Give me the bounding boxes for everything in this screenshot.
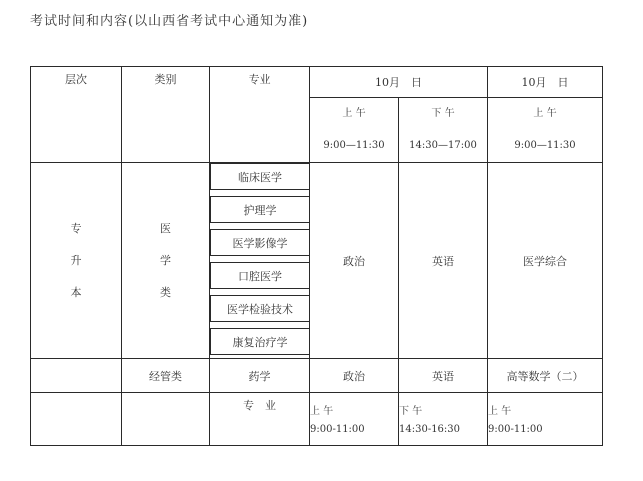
econ-subject-english: 英语 — [432, 369, 454, 383]
econ-subject-politics: 政治 — [343, 369, 365, 383]
session-time: 9:00-11:00 — [488, 424, 543, 435]
econ-category: 经管类 — [149, 369, 182, 383]
major-item: 医学检验技术 — [210, 295, 310, 322]
econ-major: 药学 — [248, 369, 271, 383]
session-period: 上 午 — [342, 108, 366, 119]
session-period: 上 午 — [533, 108, 557, 119]
major-item: 护理学 — [210, 196, 310, 223]
level-cell — [31, 163, 121, 358]
session-2 — [399, 98, 487, 162]
table-border-bottom — [30, 445, 603, 446]
subject-politics: 政治 — [343, 254, 365, 268]
session-period: 下 午 — [431, 108, 455, 119]
session-1 — [310, 98, 398, 162]
major-item: 康复治疗学 — [210, 328, 310, 355]
table-border-right — [602, 66, 603, 446]
header-date-2: 10月 日 — [521, 76, 569, 89]
page-title: 考试时间和内容(以山西省考试中心通知为准) — [30, 14, 309, 29]
last-session-1 — [310, 393, 398, 445]
header-category: 类别 — [154, 73, 177, 86]
session-period: 上 午 — [488, 406, 512, 417]
category-cell — [122, 163, 209, 358]
session-time: 9:00-11:00 — [310, 424, 365, 435]
session-3 — [488, 98, 602, 162]
header-date-1: 10月 日 — [375, 76, 422, 89]
major-item: 口腔医学 — [210, 262, 310, 289]
category-char: 学 — [160, 253, 171, 267]
session-time: 9:00—11:30 — [323, 140, 385, 151]
level-char: 升 — [70, 253, 82, 267]
category-char: 类 — [160, 285, 171, 299]
header-level: 层次 — [65, 73, 87, 86]
session-time: 14:30-16:30 — [399, 424, 461, 435]
category-char: 医 — [160, 221, 171, 235]
last-session-2 — [399, 393, 487, 445]
major-item: 医学影像学 — [210, 229, 310, 256]
session-time: 9:00—11:30 — [514, 140, 576, 151]
session-time: 14:30—17:00 — [409, 140, 477, 151]
level-char: 本 — [70, 285, 82, 299]
econ-subject-math: 高等数学（二） — [506, 369, 584, 383]
subject-english: 英语 — [432, 254, 454, 268]
subject-medical-comprehensive: 医学综合 — [523, 254, 567, 268]
header-major: 专业 — [248, 73, 271, 86]
level-char: 专 — [70, 221, 82, 235]
session-period: 上 午 — [310, 406, 334, 417]
session-period: 下 午 — [399, 406, 423, 417]
last-row-major: 专 业 — [243, 399, 276, 412]
last-session-3 — [488, 393, 602, 445]
major-item: 临床医学 — [210, 163, 310, 190]
